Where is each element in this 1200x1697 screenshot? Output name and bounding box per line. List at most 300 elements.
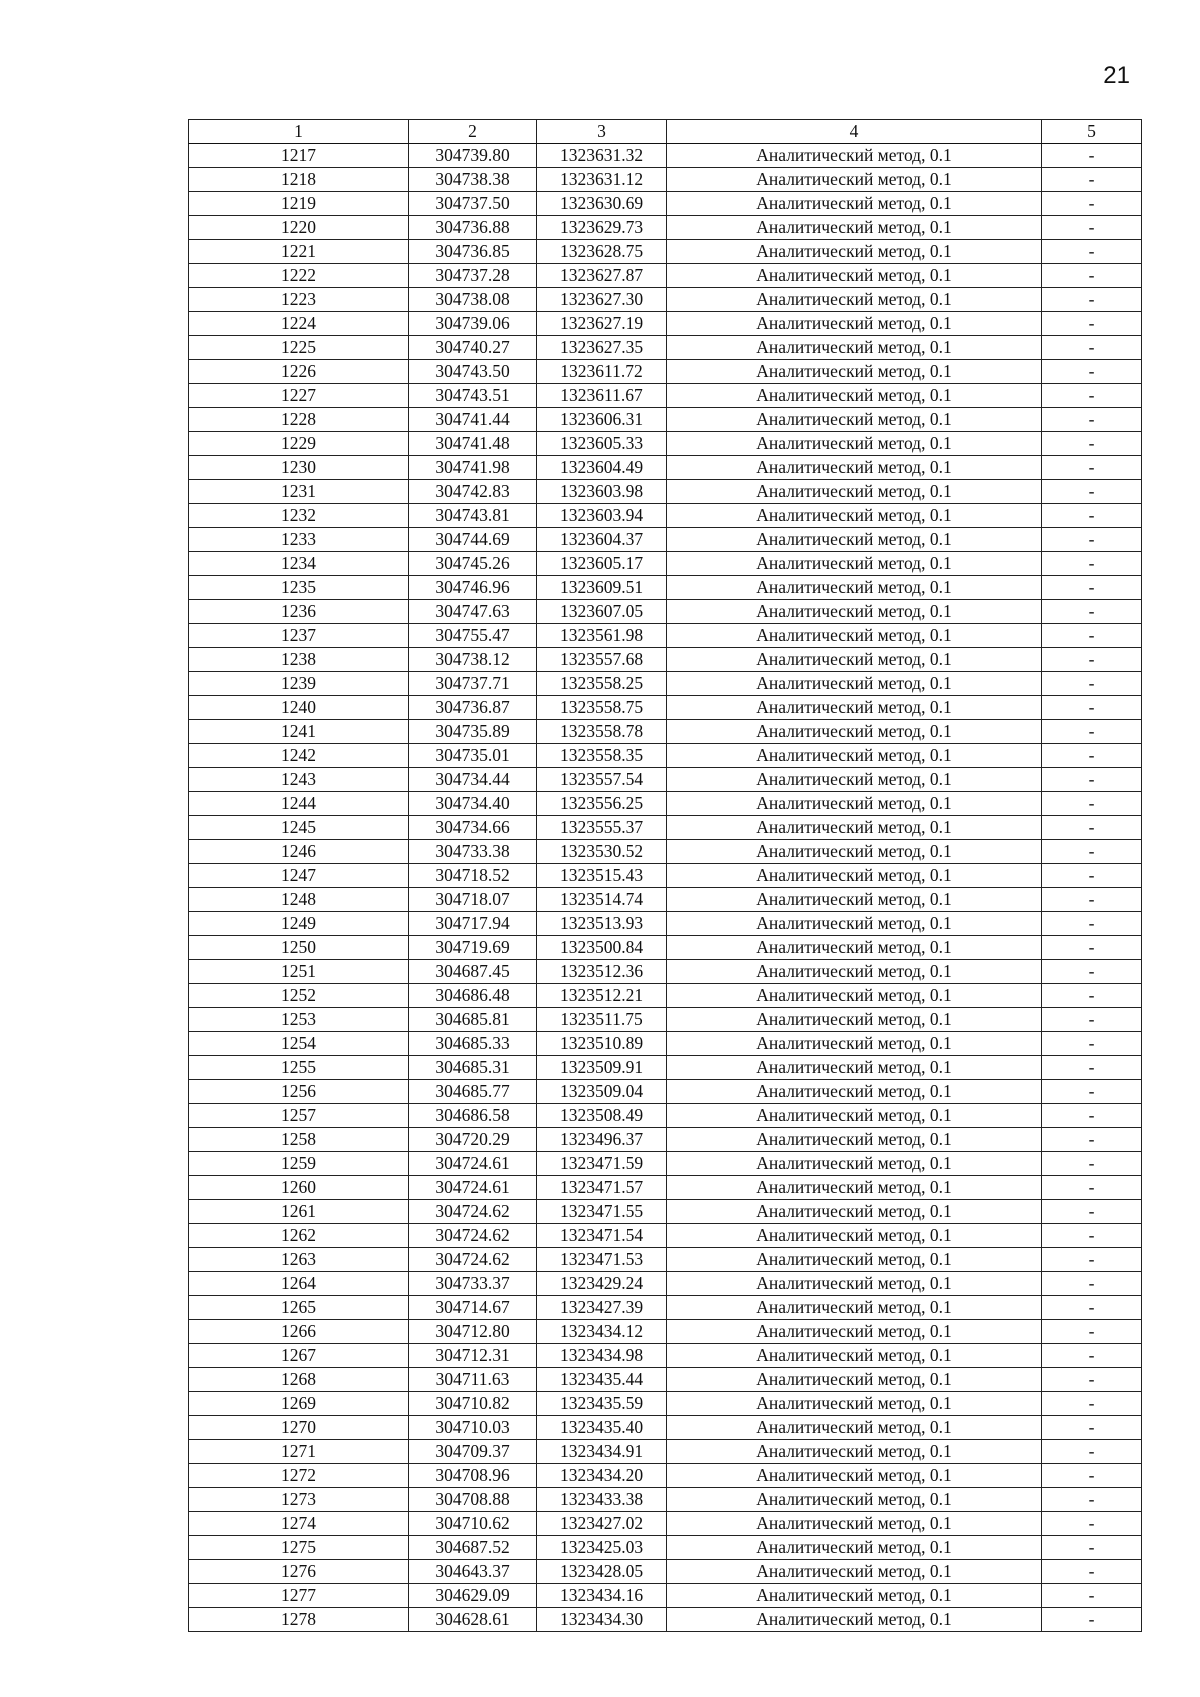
note-cell: - — [1042, 936, 1142, 960]
table-body — [189, 144, 1142, 1632]
table-row — [189, 576, 1142, 600]
y-coordinate-cell: 1323471.53 — [537, 1248, 667, 1272]
note-cell: - — [1042, 768, 1142, 792]
y-coordinate-cell: 1323558.78 — [537, 720, 667, 744]
point-number-cell: 1231 — [189, 480, 409, 504]
table-row — [189, 312, 1142, 336]
x-coordinate-cell: 304737.28 — [409, 264, 537, 288]
y-coordinate-cell: 1323511.75 — [537, 1008, 667, 1032]
header-col-5: 5 — [1042, 120, 1142, 144]
table-row — [189, 1008, 1142, 1032]
y-coordinate-cell: 1323435.59 — [537, 1392, 667, 1416]
table-row — [189, 1344, 1142, 1368]
table-row — [189, 408, 1142, 432]
table-row — [189, 1536, 1142, 1560]
x-coordinate-cell: 304739.06 — [409, 312, 537, 336]
note-cell: - — [1042, 408, 1142, 432]
note-cell: - — [1042, 1032, 1142, 1056]
point-number-cell: 1246 — [189, 840, 409, 864]
note-cell: - — [1042, 360, 1142, 384]
y-coordinate-cell: 1323509.91 — [537, 1056, 667, 1080]
y-coordinate-cell: 1323427.02 — [537, 1512, 667, 1536]
method-accuracy-cell: Аналитический метод, 0.1 — [667, 1224, 1042, 1248]
point-number-cell: 1261 — [189, 1200, 409, 1224]
method-accuracy-cell: Аналитический метод, 0.1 — [667, 288, 1042, 312]
x-coordinate-cell: 304741.48 — [409, 432, 537, 456]
point-number-cell: 1251 — [189, 960, 409, 984]
header-col-3: 3 — [537, 120, 667, 144]
point-number-cell: 1245 — [189, 816, 409, 840]
table-row — [189, 1176, 1142, 1200]
table-row — [189, 816, 1142, 840]
table-row — [189, 1272, 1142, 1296]
y-coordinate-cell: 1323530.52 — [537, 840, 667, 864]
table-row — [189, 456, 1142, 480]
x-coordinate-cell: 304724.61 — [409, 1152, 537, 1176]
table-row — [189, 552, 1142, 576]
note-cell: - — [1042, 504, 1142, 528]
y-coordinate-cell: 1323627.19 — [537, 312, 667, 336]
x-coordinate-cell: 304709.37 — [409, 1440, 537, 1464]
point-number-cell: 1234 — [189, 552, 409, 576]
y-coordinate-cell: 1323561.98 — [537, 624, 667, 648]
table-row — [189, 840, 1142, 864]
note-cell: - — [1042, 1272, 1142, 1296]
method-accuracy-cell: Аналитический метод, 0.1 — [667, 1608, 1042, 1632]
point-number-cell: 1276 — [189, 1560, 409, 1584]
x-coordinate-cell: 304685.81 — [409, 1008, 537, 1032]
table-row — [189, 1296, 1142, 1320]
note-cell: - — [1042, 480, 1142, 504]
note-cell: - — [1042, 552, 1142, 576]
y-coordinate-cell: 1323629.73 — [537, 216, 667, 240]
point-number-cell: 1228 — [189, 408, 409, 432]
x-coordinate-cell: 304746.96 — [409, 576, 537, 600]
point-number-cell: 1218 — [189, 168, 409, 192]
x-coordinate-cell: 304685.31 — [409, 1056, 537, 1080]
method-accuracy-cell: Аналитический метод, 0.1 — [667, 600, 1042, 624]
point-number-cell: 1224 — [189, 312, 409, 336]
note-cell: - — [1042, 888, 1142, 912]
method-accuracy-cell: Аналитический метод, 0.1 — [667, 720, 1042, 744]
point-number-cell: 1233 — [189, 528, 409, 552]
y-coordinate-cell: 1323628.75 — [537, 240, 667, 264]
x-coordinate-cell: 304708.96 — [409, 1464, 537, 1488]
x-coordinate-cell: 304734.66 — [409, 816, 537, 840]
method-accuracy-cell: Аналитический метод, 0.1 — [667, 672, 1042, 696]
table-row — [189, 264, 1142, 288]
table-row — [189, 1512, 1142, 1536]
method-accuracy-cell: Аналитический метод, 0.1 — [667, 816, 1042, 840]
method-accuracy-cell: Аналитический метод, 0.1 — [667, 1200, 1042, 1224]
method-accuracy-cell: Аналитический метод, 0.1 — [667, 1488, 1042, 1512]
x-coordinate-cell: 304744.69 — [409, 528, 537, 552]
x-coordinate-cell: 304712.80 — [409, 1320, 537, 1344]
coordinates-table-wrapper — [188, 119, 1141, 1632]
x-coordinate-cell: 304719.69 — [409, 936, 537, 960]
y-coordinate-cell: 1323471.55 — [537, 1200, 667, 1224]
x-coordinate-cell: 304629.09 — [409, 1584, 537, 1608]
x-coordinate-cell: 304686.48 — [409, 984, 537, 1008]
x-coordinate-cell: 304737.71 — [409, 672, 537, 696]
point-number-cell: 1237 — [189, 624, 409, 648]
note-cell: - — [1042, 1488, 1142, 1512]
y-coordinate-cell: 1323428.05 — [537, 1560, 667, 1584]
point-number-cell: 1272 — [189, 1464, 409, 1488]
table-row — [189, 1416, 1142, 1440]
point-number-cell: 1235 — [189, 576, 409, 600]
x-coordinate-cell: 304685.33 — [409, 1032, 537, 1056]
point-number-cell: 1249 — [189, 912, 409, 936]
x-coordinate-cell: 304710.62 — [409, 1512, 537, 1536]
y-coordinate-cell: 1323512.36 — [537, 960, 667, 984]
x-coordinate-cell: 304736.87 — [409, 696, 537, 720]
point-number-cell: 1243 — [189, 768, 409, 792]
note-cell: - — [1042, 912, 1142, 936]
point-number-cell: 1220 — [189, 216, 409, 240]
method-accuracy-cell: Аналитический метод, 0.1 — [667, 456, 1042, 480]
y-coordinate-cell: 1323611.72 — [537, 360, 667, 384]
note-cell: - — [1042, 1536, 1142, 1560]
method-accuracy-cell: Аналитический метод, 0.1 — [667, 1584, 1042, 1608]
note-cell: - — [1042, 1104, 1142, 1128]
x-coordinate-cell: 304718.52 — [409, 864, 537, 888]
point-number-cell: 1256 — [189, 1080, 409, 1104]
table-row — [189, 216, 1142, 240]
x-coordinate-cell: 304710.82 — [409, 1392, 537, 1416]
x-coordinate-cell: 304739.80 — [409, 144, 537, 168]
point-number-cell: 1254 — [189, 1032, 409, 1056]
method-accuracy-cell: Аналитический метод, 0.1 — [667, 360, 1042, 384]
y-coordinate-cell: 1323627.87 — [537, 264, 667, 288]
method-accuracy-cell: Аналитический метод, 0.1 — [667, 576, 1042, 600]
note-cell: - — [1042, 648, 1142, 672]
note-cell: - — [1042, 1008, 1142, 1032]
y-coordinate-cell: 1323434.98 — [537, 1344, 667, 1368]
x-coordinate-cell: 304736.88 — [409, 216, 537, 240]
method-accuracy-cell: Аналитический метод, 0.1 — [667, 1248, 1042, 1272]
point-number-cell: 1270 — [189, 1416, 409, 1440]
table-row — [189, 336, 1142, 360]
note-cell: - — [1042, 1416, 1142, 1440]
point-number-cell: 1221 — [189, 240, 409, 264]
table-row — [189, 864, 1142, 888]
x-coordinate-cell: 304743.51 — [409, 384, 537, 408]
x-coordinate-cell: 304710.03 — [409, 1416, 537, 1440]
point-number-cell: 1253 — [189, 1008, 409, 1032]
x-coordinate-cell: 304687.45 — [409, 960, 537, 984]
method-accuracy-cell: Аналитический метод, 0.1 — [667, 1344, 1042, 1368]
note-cell: - — [1042, 624, 1142, 648]
y-coordinate-cell: 1323434.20 — [537, 1464, 667, 1488]
table-row — [189, 768, 1142, 792]
note-cell: - — [1042, 720, 1142, 744]
x-coordinate-cell: 304724.62 — [409, 1248, 537, 1272]
note-cell: - — [1042, 336, 1142, 360]
point-number-cell: 1260 — [189, 1176, 409, 1200]
point-number-cell: 1247 — [189, 864, 409, 888]
y-coordinate-cell: 1323471.57 — [537, 1176, 667, 1200]
x-coordinate-cell: 304708.88 — [409, 1488, 537, 1512]
note-cell: - — [1042, 216, 1142, 240]
y-coordinate-cell: 1323515.43 — [537, 864, 667, 888]
point-number-cell: 1230 — [189, 456, 409, 480]
x-coordinate-cell: 304643.37 — [409, 1560, 537, 1584]
y-coordinate-cell: 1323471.59 — [537, 1152, 667, 1176]
method-accuracy-cell: Аналитический метод, 0.1 — [667, 1080, 1042, 1104]
point-number-cell: 1257 — [189, 1104, 409, 1128]
y-coordinate-cell: 1323434.91 — [537, 1440, 667, 1464]
x-coordinate-cell: 304686.58 — [409, 1104, 537, 1128]
x-coordinate-cell: 304733.38 — [409, 840, 537, 864]
point-number-cell: 1222 — [189, 264, 409, 288]
table-row — [189, 1032, 1142, 1056]
y-coordinate-cell: 1323512.21 — [537, 984, 667, 1008]
table-row — [189, 144, 1142, 168]
note-cell: - — [1042, 864, 1142, 888]
table-row — [189, 1200, 1142, 1224]
point-number-cell: 1219 — [189, 192, 409, 216]
y-coordinate-cell: 1323609.51 — [537, 576, 667, 600]
table-row — [189, 1368, 1142, 1392]
point-number-cell: 1217 — [189, 144, 409, 168]
method-accuracy-cell: Аналитический метод, 0.1 — [667, 312, 1042, 336]
table-row — [189, 288, 1142, 312]
x-coordinate-cell: 304741.98 — [409, 456, 537, 480]
method-accuracy-cell: Аналитический метод, 0.1 — [667, 768, 1042, 792]
note-cell: - — [1042, 1512, 1142, 1536]
table-row — [189, 1464, 1142, 1488]
point-number-cell: 1263 — [189, 1248, 409, 1272]
method-accuracy-cell: Аналитический метод, 0.1 — [667, 1056, 1042, 1080]
note-cell: - — [1042, 696, 1142, 720]
table-row — [189, 1584, 1142, 1608]
table-row — [189, 912, 1142, 936]
y-coordinate-cell: 1323557.54 — [537, 768, 667, 792]
note-cell: - — [1042, 1200, 1142, 1224]
x-coordinate-cell: 304742.83 — [409, 480, 537, 504]
method-accuracy-cell: Аналитический метод, 0.1 — [667, 912, 1042, 936]
y-coordinate-cell: 1323500.84 — [537, 936, 667, 960]
table-row — [189, 1248, 1142, 1272]
table-header-row — [189, 120, 1142, 144]
method-accuracy-cell: Аналитический метод, 0.1 — [667, 1152, 1042, 1176]
point-number-cell: 1226 — [189, 360, 409, 384]
y-coordinate-cell: 1323514.74 — [537, 888, 667, 912]
y-coordinate-cell: 1323631.32 — [537, 144, 667, 168]
table-row — [189, 168, 1142, 192]
note-cell: - — [1042, 816, 1142, 840]
method-accuracy-cell: Аналитический метод, 0.1 — [667, 696, 1042, 720]
note-cell: - — [1042, 456, 1142, 480]
method-accuracy-cell: Аналитический метод, 0.1 — [667, 936, 1042, 960]
note-cell: - — [1042, 792, 1142, 816]
x-coordinate-cell: 304628.61 — [409, 1608, 537, 1632]
x-coordinate-cell: 304711.63 — [409, 1368, 537, 1392]
x-coordinate-cell: 304724.62 — [409, 1224, 537, 1248]
table-row — [189, 1320, 1142, 1344]
y-coordinate-cell: 1323496.37 — [537, 1128, 667, 1152]
method-accuracy-cell: Аналитический метод, 0.1 — [667, 1440, 1042, 1464]
y-coordinate-cell: 1323427.39 — [537, 1296, 667, 1320]
method-accuracy-cell: Аналитический метод, 0.1 — [667, 744, 1042, 768]
y-coordinate-cell: 1323627.30 — [537, 288, 667, 312]
point-number-cell: 1223 — [189, 288, 409, 312]
x-coordinate-cell: 304743.50 — [409, 360, 537, 384]
method-accuracy-cell: Аналитический метод, 0.1 — [667, 1128, 1042, 1152]
point-number-cell: 1262 — [189, 1224, 409, 1248]
table-row — [189, 672, 1142, 696]
method-accuracy-cell: Аналитический метод, 0.1 — [667, 432, 1042, 456]
method-accuracy-cell: Аналитический метод, 0.1 — [667, 1368, 1042, 1392]
y-coordinate-cell: 1323606.31 — [537, 408, 667, 432]
table-row — [189, 1104, 1142, 1128]
y-coordinate-cell: 1323471.54 — [537, 1224, 667, 1248]
point-number-cell: 1268 — [189, 1368, 409, 1392]
method-accuracy-cell: Аналитический метод, 0.1 — [667, 1536, 1042, 1560]
note-cell: - — [1042, 1080, 1142, 1104]
method-accuracy-cell: Аналитический метод, 0.1 — [667, 336, 1042, 360]
note-cell: - — [1042, 840, 1142, 864]
note-cell: - — [1042, 1440, 1142, 1464]
note-cell: - — [1042, 1560, 1142, 1584]
y-coordinate-cell: 1323557.68 — [537, 648, 667, 672]
note-cell: - — [1042, 1320, 1142, 1344]
note-cell: - — [1042, 1152, 1142, 1176]
note-cell: - — [1042, 1128, 1142, 1152]
table-row — [189, 1080, 1142, 1104]
note-cell: - — [1042, 600, 1142, 624]
method-accuracy-cell: Аналитический метод, 0.1 — [667, 504, 1042, 528]
table-row — [189, 432, 1142, 456]
table-row — [189, 1440, 1142, 1464]
method-accuracy-cell: Аналитический метод, 0.1 — [667, 216, 1042, 240]
y-coordinate-cell: 1323558.75 — [537, 696, 667, 720]
note-cell: - — [1042, 312, 1142, 336]
method-accuracy-cell: Аналитический метод, 0.1 — [667, 1296, 1042, 1320]
x-coordinate-cell: 304738.12 — [409, 648, 537, 672]
x-coordinate-cell: 304712.31 — [409, 1344, 537, 1368]
note-cell: - — [1042, 264, 1142, 288]
x-coordinate-cell: 304717.94 — [409, 912, 537, 936]
method-accuracy-cell: Аналитический метод, 0.1 — [667, 144, 1042, 168]
note-cell: - — [1042, 1368, 1142, 1392]
table-row — [189, 720, 1142, 744]
table-row — [189, 744, 1142, 768]
table-row — [189, 984, 1142, 1008]
note-cell: - — [1042, 432, 1142, 456]
y-coordinate-cell: 1323508.49 — [537, 1104, 667, 1128]
note-cell: - — [1042, 960, 1142, 984]
method-accuracy-cell: Аналитический метод, 0.1 — [667, 864, 1042, 888]
x-coordinate-cell: 304735.01 — [409, 744, 537, 768]
note-cell: - — [1042, 240, 1142, 264]
point-number-cell: 1252 — [189, 984, 409, 1008]
note-cell: - — [1042, 1224, 1142, 1248]
note-cell: - — [1042, 1464, 1142, 1488]
x-coordinate-cell: 304734.44 — [409, 768, 537, 792]
y-coordinate-cell: 1323555.37 — [537, 816, 667, 840]
method-accuracy-cell: Аналитический метод, 0.1 — [667, 408, 1042, 432]
method-accuracy-cell: Аналитический метод, 0.1 — [667, 1032, 1042, 1056]
point-number-cell: 1267 — [189, 1344, 409, 1368]
method-accuracy-cell: Аналитический метод, 0.1 — [667, 480, 1042, 504]
point-number-cell: 1277 — [189, 1584, 409, 1608]
table-row — [189, 360, 1142, 384]
table-row — [189, 480, 1142, 504]
method-accuracy-cell: Аналитический метод, 0.1 — [667, 1512, 1042, 1536]
note-cell: - — [1042, 384, 1142, 408]
point-number-cell: 1259 — [189, 1152, 409, 1176]
table-row — [189, 960, 1142, 984]
y-coordinate-cell: 1323435.44 — [537, 1368, 667, 1392]
y-coordinate-cell: 1323631.12 — [537, 168, 667, 192]
y-coordinate-cell: 1323627.35 — [537, 336, 667, 360]
method-accuracy-cell: Аналитический метод, 0.1 — [667, 792, 1042, 816]
method-accuracy-cell: Аналитический метод, 0.1 — [667, 168, 1042, 192]
table-row — [189, 1056, 1142, 1080]
method-accuracy-cell: Аналитический метод, 0.1 — [667, 984, 1042, 1008]
point-number-cell: 1258 — [189, 1128, 409, 1152]
table-row — [189, 1488, 1142, 1512]
method-accuracy-cell: Аналитический метод, 0.1 — [667, 528, 1042, 552]
x-coordinate-cell: 304734.40 — [409, 792, 537, 816]
y-coordinate-cell: 1323630.69 — [537, 192, 667, 216]
point-number-cell: 1269 — [189, 1392, 409, 1416]
method-accuracy-cell: Аналитический метод, 0.1 — [667, 1560, 1042, 1584]
table-row — [189, 1128, 1142, 1152]
y-coordinate-cell: 1323607.05 — [537, 600, 667, 624]
note-cell: - — [1042, 144, 1142, 168]
point-number-cell: 1241 — [189, 720, 409, 744]
method-accuracy-cell: Аналитический метод, 0.1 — [667, 384, 1042, 408]
x-coordinate-cell: 304737.50 — [409, 192, 537, 216]
x-coordinate-cell: 304755.47 — [409, 624, 537, 648]
method-accuracy-cell: Аналитический метод, 0.1 — [667, 1104, 1042, 1128]
point-number-cell: 1238 — [189, 648, 409, 672]
note-cell: - — [1042, 288, 1142, 312]
y-coordinate-cell: 1323425.03 — [537, 1536, 667, 1560]
method-accuracy-cell: Аналитический метод, 0.1 — [667, 1320, 1042, 1344]
x-coordinate-cell: 304733.37 — [409, 1272, 537, 1296]
y-coordinate-cell: 1323434.12 — [537, 1320, 667, 1344]
point-number-cell: 1271 — [189, 1440, 409, 1464]
table-row — [189, 528, 1142, 552]
header-col-4: 4 — [667, 120, 1042, 144]
point-number-cell: 1264 — [189, 1272, 409, 1296]
point-number-cell: 1275 — [189, 1536, 409, 1560]
method-accuracy-cell: Аналитический метод, 0.1 — [667, 888, 1042, 912]
point-number-cell: 1265 — [189, 1296, 409, 1320]
table-row — [189, 648, 1142, 672]
method-accuracy-cell: Аналитический метод, 0.1 — [667, 1464, 1042, 1488]
table-row — [189, 1560, 1142, 1584]
note-cell: - — [1042, 672, 1142, 696]
note-cell: - — [1042, 1248, 1142, 1272]
x-coordinate-cell: 304741.44 — [409, 408, 537, 432]
x-coordinate-cell: 304740.27 — [409, 336, 537, 360]
table-row — [189, 696, 1142, 720]
table-row — [189, 1152, 1142, 1176]
point-number-cell: 1227 — [189, 384, 409, 408]
header-col-2: 2 — [409, 120, 537, 144]
note-cell: - — [1042, 1608, 1142, 1632]
method-accuracy-cell: Аналитический метод, 0.1 — [667, 840, 1042, 864]
table-row — [189, 624, 1142, 648]
y-coordinate-cell: 1323604.49 — [537, 456, 667, 480]
note-cell: - — [1042, 744, 1142, 768]
point-number-cell: 1250 — [189, 936, 409, 960]
